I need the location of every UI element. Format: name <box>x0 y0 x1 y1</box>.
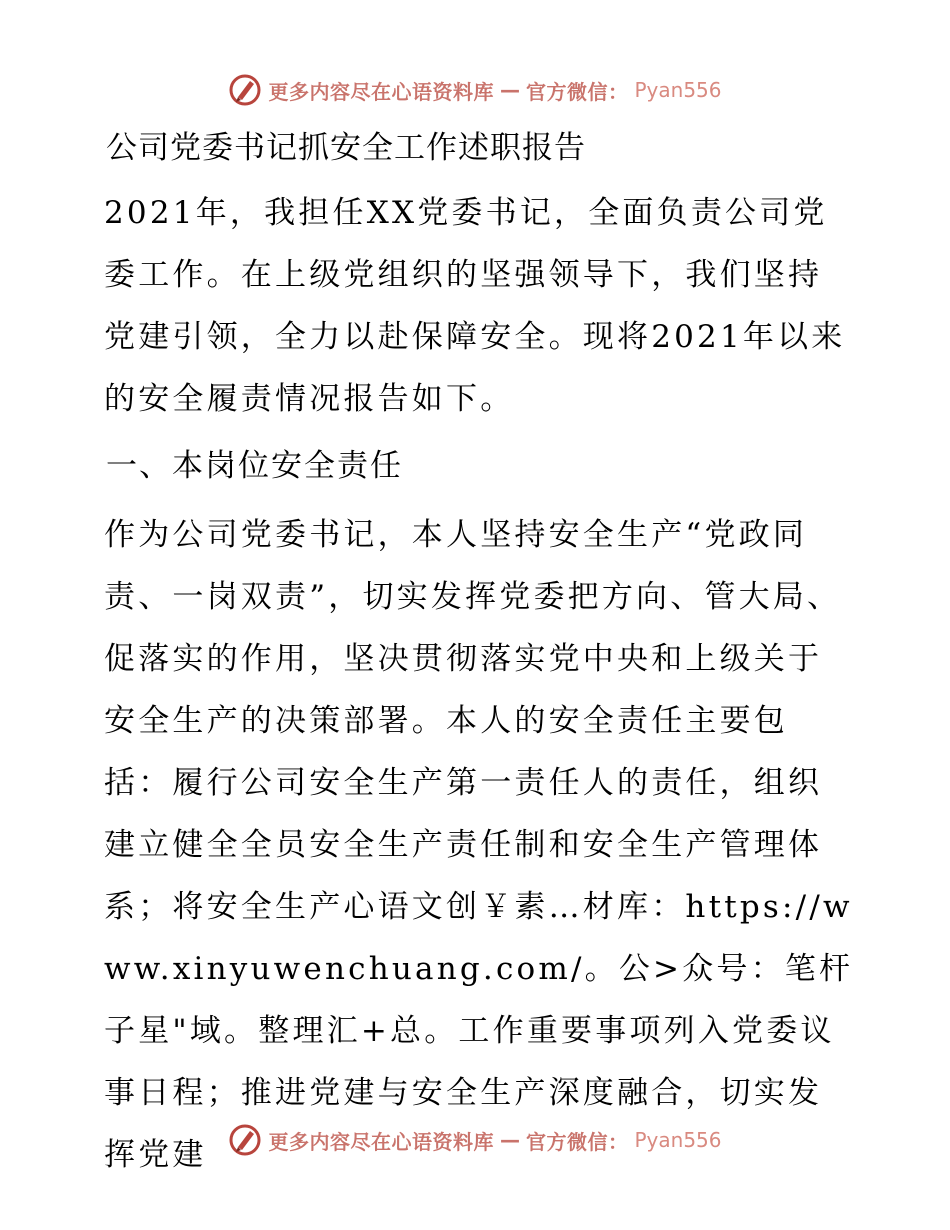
footer-watermark-banner <box>0 1120 950 1160</box>
document-title: 公司党委书记抓安全工作述职报告 <box>106 130 586 166</box>
document-body <box>96 122 856 1194</box>
banner-official-label: 官方微信： <box>525 79 629 104</box>
header-watermark-banner <box>0 70 950 110</box>
section-heading: 一、本岗位安全责任 <box>106 448 403 484</box>
banner-separator: — <box>499 78 520 102</box>
banner-site-text: 更多内容尽在心语资料库 <box>268 79 494 104</box>
banner-separator: — <box>499 1128 520 1152</box>
banner-account: Pyan556 <box>634 78 722 102</box>
pen-seal-logo-icon <box>228 73 262 107</box>
pen-seal-logo-icon <box>228 1123 262 1157</box>
intro-paragraph: 2021年，我担任XX党委书记，全面负责公司党委工作。在上级党组织的坚强领导下，我们坚持党建引领，全力以赴保障安全。现将2021年以来的安全履责情况报告如下。 <box>104 195 846 417</box>
banner-site-text: 更多内容尽在心语资料库 <box>268 1129 494 1154</box>
section-paragraph: 作为公司党委书记，本人坚持安全生产“党政同责、一岗双责”，切实发挥党委把方向、管大局、促落实的作用，坚决贯彻落实党中央和上级关于安全生产的决策部署。本人的安全责任主要包括：履行公司安全生产第一责任人的责任，组织建立健全全员安全生产责任制和安全生产管理体系；将安全生产心语文创￥素…材库：https://www.xinyuwenchuang.com/。公>众号：笔杆子星"域。整理汇+总。工作重要事项列入党委议事日程；推进党建与安全生产深度融合，切实发挥党建 <box>104 517 854 1173</box>
banner-account: Pyan556 <box>634 1128 722 1152</box>
banner-official-label: 官方微信： <box>525 1129 629 1154</box>
